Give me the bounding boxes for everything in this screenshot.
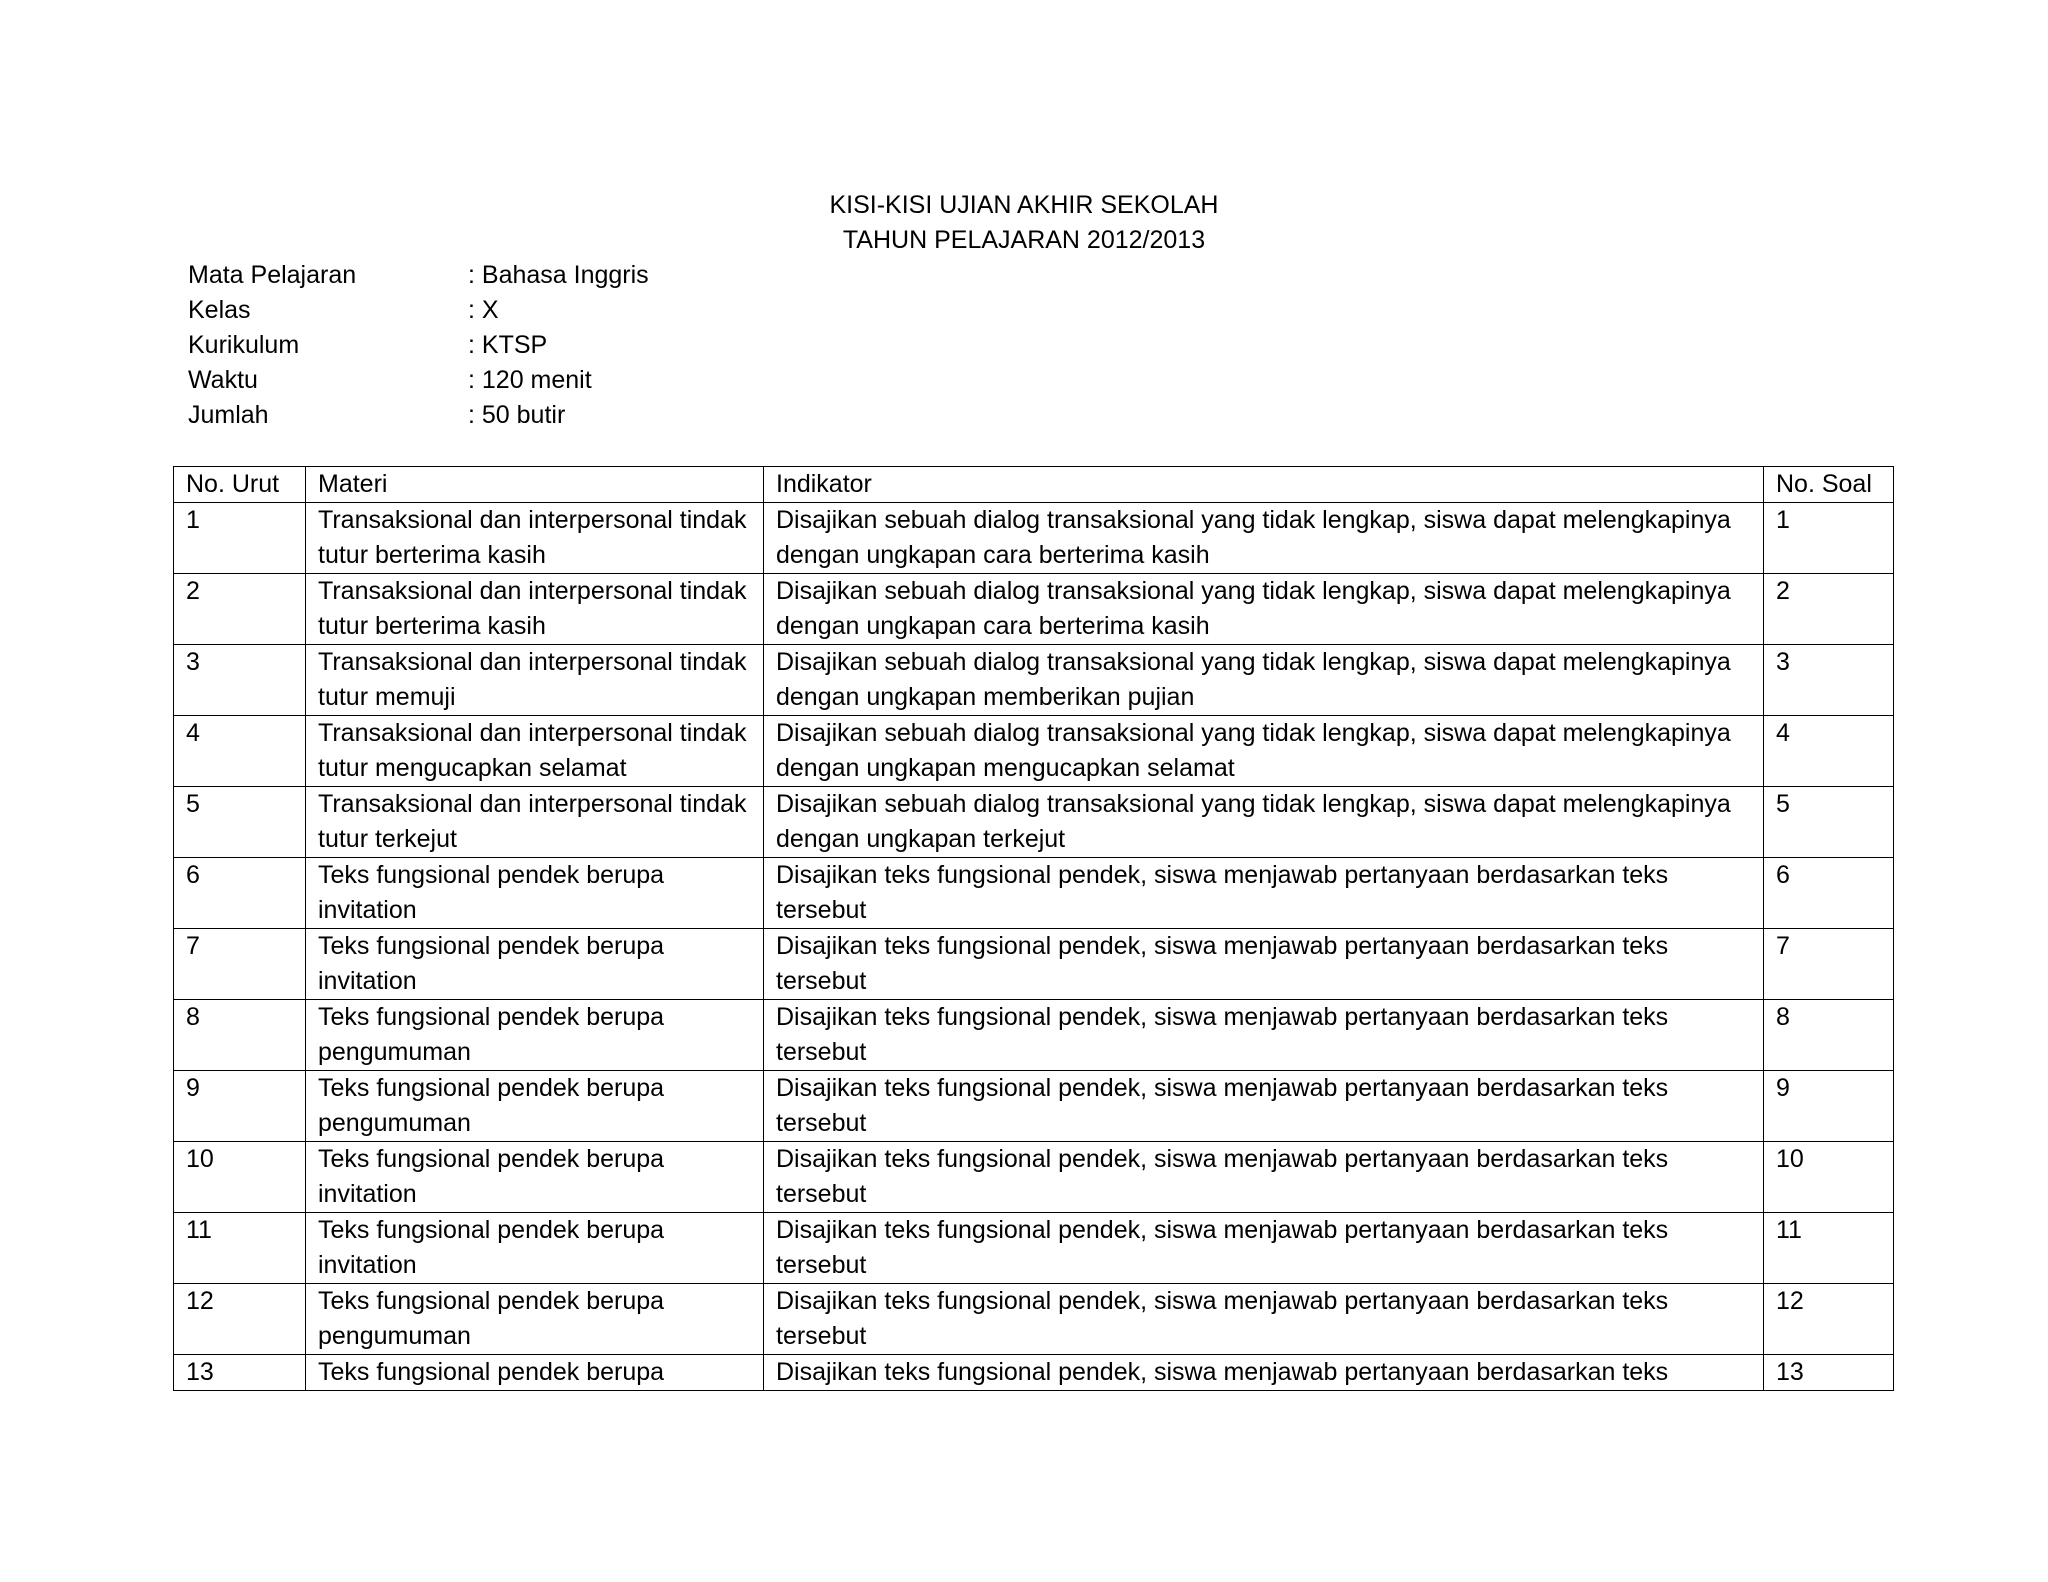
header-indikator: Indikator [764,467,1764,503]
cell-indikator: Disajikan teks fungsional pendek, siswa menjawab pertanyaan berdasarkan teks tersebut [764,1000,1764,1071]
cell-materi: Teks fungsional pendek berupa pengumuman [306,1071,764,1142]
table-header-row [174,467,1894,503]
cell-no-soal: 8 [1764,1000,1894,1071]
info-label: Jumlah [188,401,269,429]
info-label: Waktu [188,366,258,394]
cell-no-urut: 3 [174,645,306,716]
cell-no-urut: 9 [174,1071,306,1142]
cell-indikator: Disajikan teks fungsional pendek, siswa menjawab pertanyaan berdasarkan teks [764,1355,1764,1391]
cell-materi: Teks fungsional pendek berupa pengumuman [306,1284,764,1355]
cell-no-soal: 4 [1764,716,1894,787]
cell-materi: Teks fungsional pendek berupa invitation [306,1213,764,1284]
cell-indikator: Disajikan teks fungsional pendek, siswa menjawab pertanyaan berdasarkan teks tersebut [764,1284,1764,1355]
cell-indikator: Disajikan teks fungsional pendek, siswa menjawab pertanyaan berdasarkan teks tersebut [764,1213,1764,1284]
cell-no-urut: 2 [174,574,306,645]
table-row [174,787,1894,858]
cell-materi: Teks fungsional pendek berupa invitation [306,858,764,929]
cell-no-urut: 6 [174,858,306,929]
info-value: : KTSP [468,331,548,359]
table-row [174,716,1894,787]
cell-no-soal: 12 [1764,1284,1894,1355]
cell-no-soal: 6 [1764,858,1894,929]
table-row [174,1071,1894,1142]
cell-materi: Transaksional dan interpersonal tindak tutur terkejut [306,787,764,858]
cell-no-soal: 13 [1764,1355,1894,1391]
info-label: Kelas [188,296,251,324]
info-row-waktu [188,363,649,398]
cell-materi: Teks fungsional pendek berupa invitation [306,929,764,1000]
info-value: : 120 menit [468,366,592,394]
info-block [188,258,649,433]
cell-indikator: Disajikan sebuah dialog transaksional yang tidak lengkap, siswa dapat melengkapinya dengan ungkapan cara berterima kasih [764,574,1764,645]
table-row [174,1000,1894,1071]
cell-no-soal: 7 [1764,929,1894,1000]
cell-indikator: Disajikan sebuah dialog transaksional yang tidak lengkap, siswa dapat melengkapinya dengan ungkapan terkejut [764,787,1764,858]
cell-materi: Teks fungsional pendek berupa [306,1355,764,1391]
cell-materi: Transaksional dan interpersonal tindak tutur berterima kasih [306,574,764,645]
cell-materi: Transaksional dan interpersonal tindak tutur mengucapkan selamat [306,716,764,787]
document-title: KISI-KISI UJIAN AKHIR SEKOLAH [829,191,1219,219]
cell-no-soal: 5 [1764,787,1894,858]
document-subtitle: TAHUN PELAJARAN 2012/2013 [842,226,1206,254]
table-row [174,1355,1894,1391]
cell-no-urut: 5 [174,787,306,858]
cell-materi: Teks fungsional pendek berupa invitation [306,1142,764,1213]
cell-no-urut: 10 [174,1142,306,1213]
cell-no-soal: 9 [1764,1071,1894,1142]
table-row [174,1284,1894,1355]
cell-materi: Transaksional dan interpersonal tindak tutur berterima kasih [306,503,764,574]
table-row [174,929,1894,1000]
info-row-kelas [188,293,649,328]
header-no-urut: No. Urut [174,467,306,503]
cell-no-urut: 7 [174,929,306,1000]
table-row [174,1142,1894,1213]
cell-indikator: Disajikan teks fungsional pendek, siswa menjawab pertanyaan berdasarkan teks tersebut [764,1071,1764,1142]
cell-no-urut: 1 [174,503,306,574]
cell-no-urut: 13 [174,1355,306,1391]
info-label: Kurikulum [188,331,300,359]
info-row-mata-pelajaran [188,258,649,293]
cell-indikator: Disajikan sebuah dialog transaksional yang tidak lengkap, siswa dapat melengkapinya dengan ungkapan memberikan pujian [764,645,1764,716]
header-materi: Materi [306,467,764,503]
cell-no-soal: 2 [1764,574,1894,645]
cell-indikator: Disajikan teks fungsional pendek, siswa menjawab pertanyaan berdasarkan teks tersebut [764,929,1764,1000]
info-row-jumlah [188,398,649,433]
cell-materi: Teks fungsional pendek berupa pengumuman [306,1000,764,1071]
info-value: : Bahasa Inggris [468,261,649,289]
cell-no-soal: 11 [1764,1213,1894,1284]
info-value: : X [468,296,499,324]
kisi-kisi-table [173,466,1894,1391]
cell-no-soal: 1 [1764,503,1894,574]
cell-no-urut: 4 [174,716,306,787]
cell-no-urut: 12 [174,1284,306,1355]
cell-no-soal: 10 [1764,1142,1894,1213]
cell-indikator: Disajikan sebuah dialog transaksional yang tidak lengkap, siswa dapat melengkapinya dengan ungkapan cara berterima kasih [764,503,1764,574]
cell-indikator: Disajikan teks fungsional pendek, siswa menjawab pertanyaan berdasarkan teks tersebut [764,858,1764,929]
info-label: Mata Pelajaran [188,261,357,289]
info-row-kurikulum [188,328,649,363]
table-row [174,645,1894,716]
table-row [174,574,1894,645]
cell-materi: Transaksional dan interpersonal tindak tutur memuji [306,645,764,716]
cell-indikator: Disajikan teks fungsional pendek, siswa menjawab pertanyaan berdasarkan teks tersebut [764,1142,1764,1213]
cell-no-soal: 3 [1764,645,1894,716]
cell-indikator: Disajikan sebuah dialog transaksional yang tidak lengkap, siswa dapat melengkapinya dengan ungkapan mengucapkan selamat [764,716,1764,787]
table-row [174,503,1894,574]
table-row [174,858,1894,929]
header-no-soal: No. Soal [1764,467,1894,503]
info-value: : 50 butir [468,401,566,429]
table-row [174,1213,1894,1284]
cell-no-urut: 8 [174,1000,306,1071]
cell-no-urut: 11 [174,1213,306,1284]
